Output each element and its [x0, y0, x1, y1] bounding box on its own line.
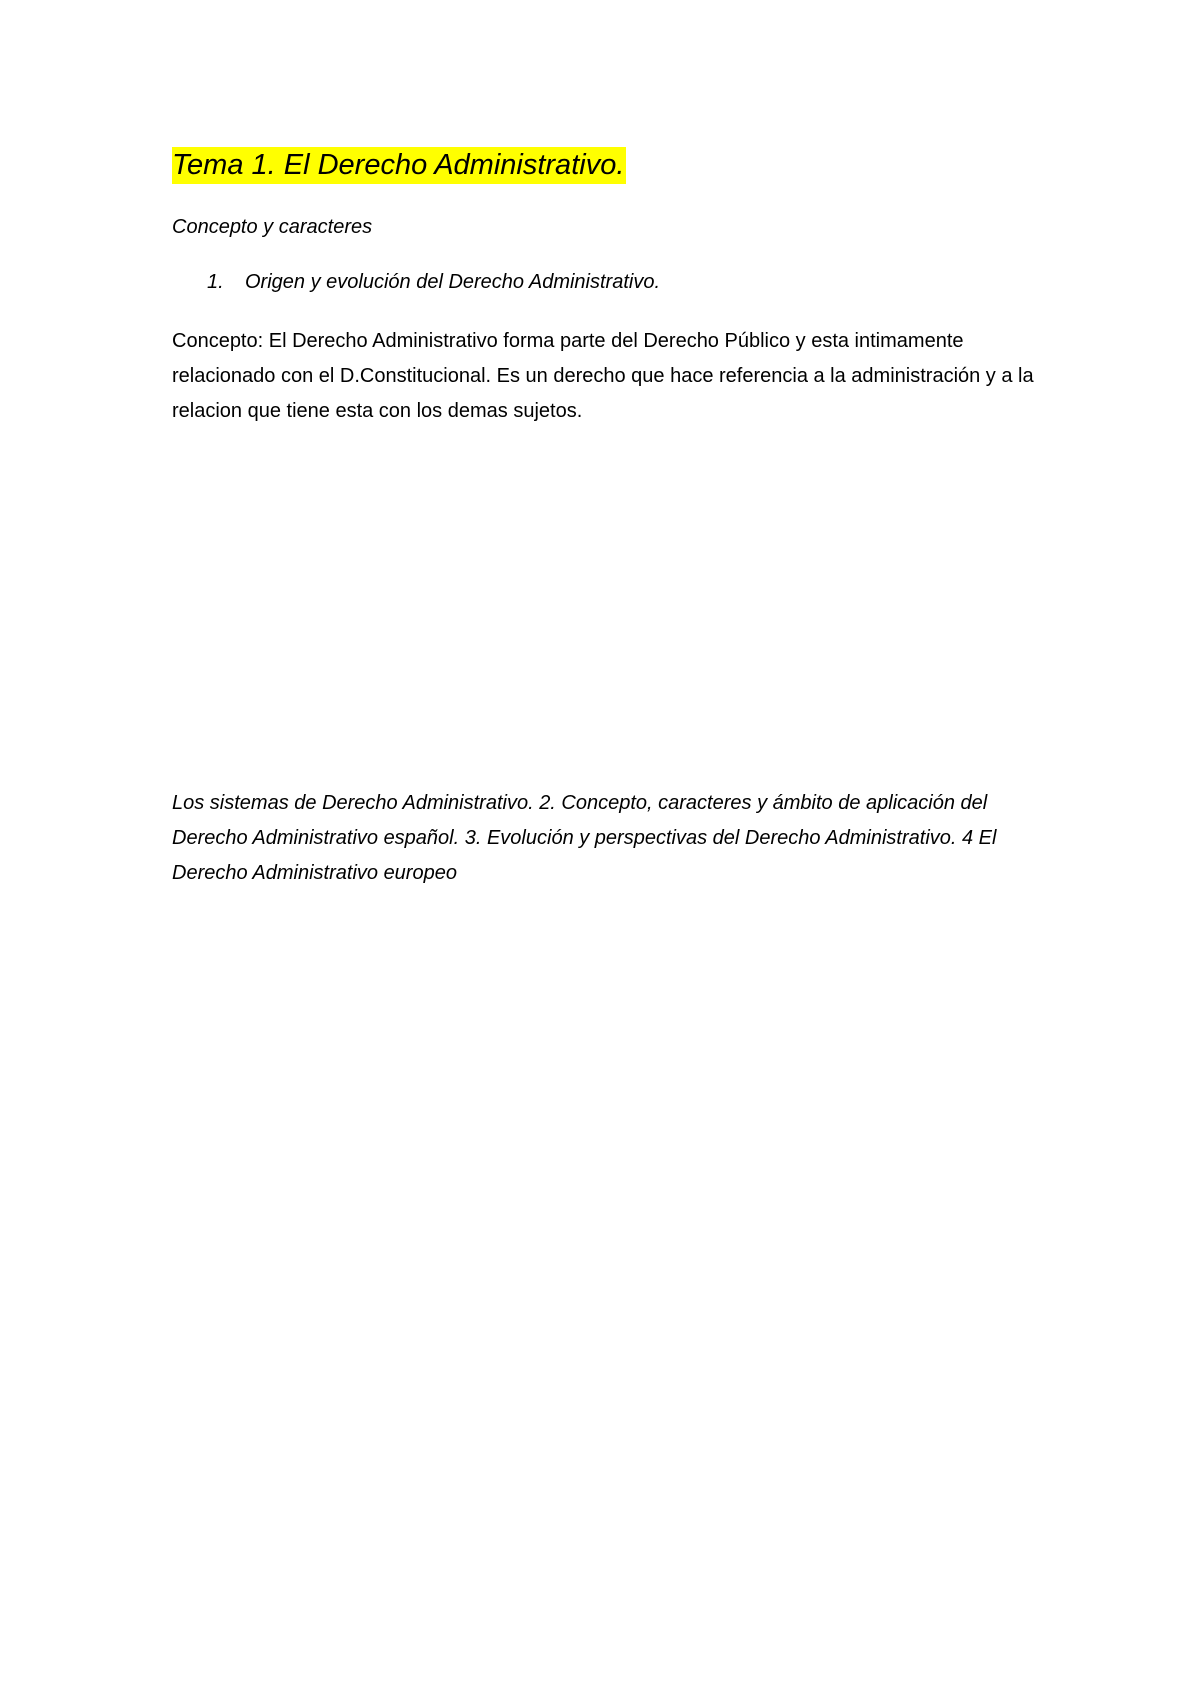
concept-paragraph: Concepto: El Derecho Administrativo forma parte del Derecho Público y esta intimamente relacionado con el D.Constitucional. Es un derecho que hace referencia a la administración y a la relacion que tiene esta con los demas sujetos. [172, 330, 1034, 422]
list-item-text: Origen y evolución del Derecho Administrativo. [245, 271, 661, 293]
title-highlight: Tema 1. El Derecho Administrativo. [172, 147, 626, 184]
list-item [207, 268, 660, 296]
section-subtitle: Concepto y caracteres [172, 216, 373, 238]
page-title [172, 146, 626, 184]
list-item-number: 1. [207, 271, 224, 293]
systems-paragraph: Los sistemas de Derecho Administrativo. 2. Concepto, caracteres y ámbito de aplicación del Derecho Administrativo español. 3. Evolución y perspectivas del Derecho Administrativo. 4 El Derecho Administrativo europeo [172, 792, 997, 884]
